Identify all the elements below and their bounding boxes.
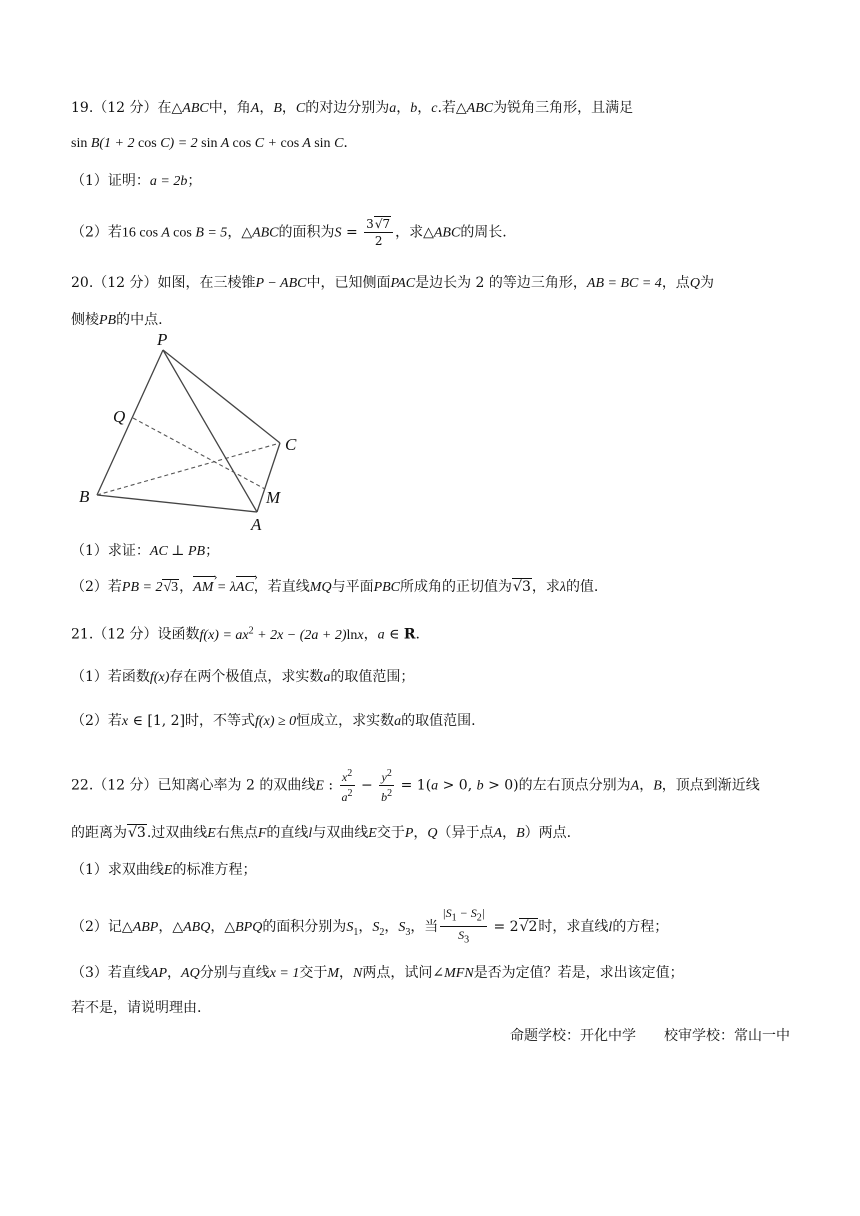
q22-line-2: 的距离为√3.过双曲线E右焦点F的直线l与双曲线E交于P，Q（异于点A，B）两点. bbox=[71, 825, 572, 841]
label-c: C bbox=[285, 435, 297, 454]
q21-part-1: （1）若函数f(x)存在两个极值点，求实数a的取值范围； bbox=[71, 669, 415, 685]
q22-part-3: （3）若直线AP，AQ分别与直线x = 1交于M，N两点，试问∠MFN是否为定值？若是，求出该定值； bbox=[71, 965, 684, 981]
q20-line-2: 侧棱PB的中点. bbox=[71, 312, 163, 328]
label-a: A bbox=[251, 515, 262, 534]
q19-part-2: （2）若16 cos A cos B = 5，△ABC的面积为S = $\frac{3√7}{2}$ ，求△ABC的周长. bbox=[71, 217, 507, 248]
label-b: B bbox=[79, 487, 90, 506]
q20-part-1: （1）求证：AC ⊥ PB； bbox=[71, 543, 220, 559]
label-m: M bbox=[266, 488, 281, 507]
edge-pb bbox=[97, 350, 163, 495]
q22-line-1: 22.（12 分）已知离心率为 2 的双曲线E : $\frac{x^2}{a^2}$ − $\frac{y^2}{b^2}$ = 1(a > 0, b > 0)的左右顶点分别为A，B，顶点到渐近线 bbox=[71, 768, 760, 804]
q20-part-2: （2）若PB = 2√3，AM › = λAC ›，若直线MQ与平面PBC所成角的正切值为√3，求λ的值. bbox=[71, 576, 598, 599]
q19-line-1: 19.（12 分）在△ABC中，角A，B，C的对边分别为a，b，c.若△ABC为锐角三角形，且满足 bbox=[71, 100, 634, 116]
label-p: P bbox=[157, 330, 168, 349]
label-q: Q bbox=[113, 407, 126, 426]
q21-line-1: 21.（12 分）设函数$f(x) = ax^2 + 2x - (2a + 2)\ln x$，a ∈ R. bbox=[71, 625, 420, 643]
tetrahedron-figure bbox=[75, 330, 315, 535]
q21-part-2: （2）若x ∈ [1, 2]时，不等式f(x) ≥ 0恒成立，求实数a的取值范围. bbox=[71, 713, 476, 729]
footer-schools: 命题学校：开化中学 校审学校：常山一中 bbox=[510, 1028, 790, 1044]
edge-bc-hidden bbox=[97, 443, 280, 495]
edge-pc bbox=[163, 350, 280, 443]
q22-part-3-cont: 若不是，请说明理由. bbox=[71, 1000, 202, 1016]
q19-part-1: （1）证明：a = 2b； bbox=[71, 173, 202, 189]
edge-pa bbox=[163, 350, 257, 512]
q19-condition: sin B(1 + 2 cos C) = 2 sin A cos C + cos A sin C. bbox=[71, 135, 348, 151]
q20-line-1: 20.（12 分）如图，在三棱锥P − ABC中，已知侧面PAC是边长为 2 的等边三角形，AB = BC = 4，点Q为 bbox=[71, 275, 714, 291]
edge-ba bbox=[97, 495, 257, 512]
q22-part-2: （2）记△ABP，△ABQ，△BPQ的面积分别为$S_1$，$S_2$，$S_3$，当 $\frac{|S_1 - S_2|}{S_3}$ = 2√2时，求直线l的方程； bbox=[71, 906, 669, 946]
segment-qm-hidden bbox=[133, 418, 265, 489]
q22-part-1: （1）求双曲线E的标准方程； bbox=[71, 862, 257, 878]
